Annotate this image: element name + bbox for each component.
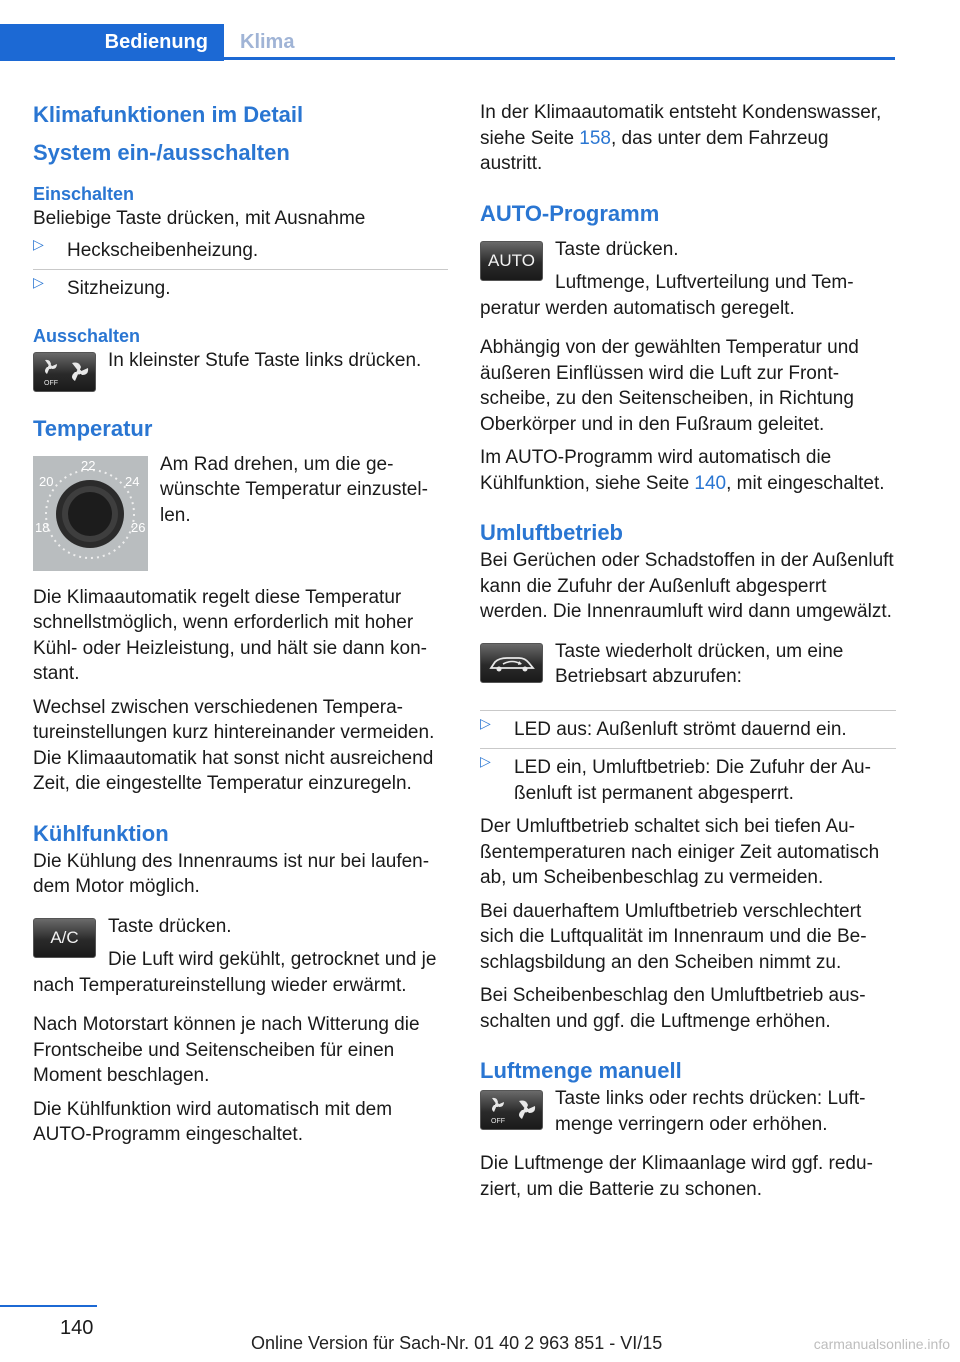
header-rule [0,57,895,60]
text-temperatur-wechsel: Wechsel zwischen verschiedenen Temperatureinstellungen kurz hintereinander vermeiden. Die Klimaautomatik hat sonst nicht ausreichend Zeit, die eingestellte Temperatur einzuregeln. [33,696,435,794]
heading-luftmenge-manuell: Luftmenge manuell [480,1058,682,1083]
heading-kuehlfunktion: Kühlfunktion [33,820,169,846]
auto-button-figure [480,241,543,281]
heading-umluftbetrieb: Umluftbetrieb [480,520,623,545]
recirculation-button-figure [480,643,543,683]
triangle-bullet-icon: ▷ [480,753,491,769]
text-ac-taste: Taste drücken. [108,915,232,937]
text-kondenswasser: In der Klimaautomatik entsteht Kondenswasser, siehe Seite 158, das unter dem Fahrzeug austritt. [480,102,882,174]
left-column [33,100,448,1148]
text-temperatur-regelung: Die Klimaautomatik regelt diese Temperatur schnellstmöglich, wenn erforderlich mit hoher Kühl- oder Heizleistung, und hält sie dann konstant. [33,586,427,684]
dial-tick-20: 20 [39,473,54,489]
fan-off-label-2: OFF [490,1118,505,1125]
page-number: 140 [60,1317,94,1339]
bullet-list-betriebsarten [480,710,896,807]
text-auto-taste: Taste drücken. [555,238,679,260]
triangle-bullet-icon: ▷ [33,274,44,290]
watermark: carmanualsonline.info [813,1336,950,1352]
dial-tick-24: 24 [125,473,140,489]
heading-temperatur: Temperatur [33,415,153,441]
fan-button-figure [33,352,96,392]
text-umluft-gerueche: Bei Gerüchen oder Schadstoffen in der Außenluft kann die Zufuhr der Außenluft abgesperrt werden. Die Innenraumluft wird dann umgewälzt. [480,550,894,622]
temperature-dial-icon [33,456,148,571]
fan-off-button-icon [33,352,96,392]
tab-bedienung[interactable]: Bedienung [0,24,224,61]
text-umluft-luftqualitaet: Bei dauerhaftem Umluftbetrieb verschlechtert sich die Luftqualität im Innenraum und die Beschlagsbildung an den Scheiben nimmt zu. [480,900,867,973]
heading-auto-programm: AUTO-Programm [480,200,660,226]
fan-off-label: OFF [43,379,58,387]
text-ac-luft: Die Luft wird gekühlt, getrocknet und je nach Temperatureinstellung wieder erwärmt. [33,949,437,996]
page-link-158[interactable]: 158 [579,127,611,149]
triangle-bullet-icon: ▷ [480,714,491,731]
recirculation-car-icon [480,643,543,683]
text-auto-kuehlfunktion: Im AUTO-Programm wird automatisch die Kühlfunktion, siehe Seite 140, mit eingeschaltet. [480,447,885,494]
heading-ausschalten: Ausschalten [33,325,141,346]
dial-tick-26: 26 [131,519,146,535]
fan-button-icon [480,1090,543,1130]
list-item: ▷ Sitzheizung. [33,269,448,302]
dial-tick-22: 22 [81,457,96,473]
text-umluft-abschaltung: Der Umluftbetrieb schaltet sich bei tiefen Außentemperaturen nach einiger Zeit automatisch ab, um Scheibenbeschlag zu vermeiden. [480,816,880,888]
text-kuehl-auto: Die Kühlfunktion wird automatisch mit dem AUTO-Programm eingeschaltet. [33,1098,393,1145]
text-umluft-beschlag: Bei Scheibenbeschlag den Umluftbetrieb ausschalten und ggf. die Luftmenge erhöhen. [480,985,866,1032]
auto-button-icon: AUTO [480,241,543,281]
text-kuehlung: Die Kühlung des Innenraums ist nur bei laufendem Motor möglich. [33,850,430,897]
list-item: ▷ LED ein, Umluftbetrieb: Die Zufuhr der Außenluft ist permanent abgesperrt. [480,748,896,806]
text-umluft-taste: Taste wiederholt drücken, um eine Betriebsart abzurufen: [555,640,844,687]
bullet-list-ausnahmen [33,232,448,302]
text-temperatur: Am Rad drehen, um die gewünschte Temperatur einzustellen. [160,453,428,526]
dial-tick-18: 18 [35,519,50,535]
text-auto-luftverteilung: Abhängig von der gewählten Temperatur und äußeren Einflüssen wird die Luft zur Frontscheibe, zu den Seitenscheiben, in Richtung Oberkörper und in den Fußraum geleitet. [480,337,859,435]
text-auto-regelung: Luftmenge, Luftverteilung und Temperatur werden automatisch geregelt. [480,272,854,319]
fan-button-figure-2 [480,1090,543,1130]
text-ausschalten: In kleinster Stufe Taste links drücken. [108,349,422,371]
heading-einschalten: Einschalten [33,184,135,204]
text-motorstart: Nach Motorstart können je nach Witterung die Frontscheibe und Seitenscheiben für einen Moment beschlagen. [33,1014,420,1086]
right-column [480,100,896,1202]
list-item: ▷ Heckscheibenheizung. [33,232,448,264]
text-beliebige-taste: Beliebige Taste drücken, mit Ausnahme [33,208,366,229]
footer-online-version: Online Version für Sach-Nr. 01 40 2 963 851 - VI/15 [251,1333,663,1353]
text-luftmenge-taste: Taste links oder rechts drücken: Luftmenge verringern oder erhöhen. [555,1088,866,1135]
triangle-bullet-icon: ▷ [33,235,44,252]
footer-rule [0,1305,97,1307]
page-link-140[interactable]: 140 [694,472,727,494]
header-bar [0,24,895,60]
ac-button-figure [33,918,96,958]
text-luftmenge-batterie: Die Luftmenge der Klimaanlage wird ggf. reduziert, um die Batterie zu schonen. [480,1153,873,1200]
ac-button-icon: A/C [33,918,96,958]
heading-klimafunktionen: Klimafunktionen im Detail [33,102,304,127]
list-item: ▷ LED aus: Außenluft strömt dauernd ein. [480,710,896,743]
temperature-dial-figure [33,456,148,571]
tab-klima[interactable]: Klima [240,30,295,53]
heading-system: System ein-/ausschalten [33,140,290,165]
